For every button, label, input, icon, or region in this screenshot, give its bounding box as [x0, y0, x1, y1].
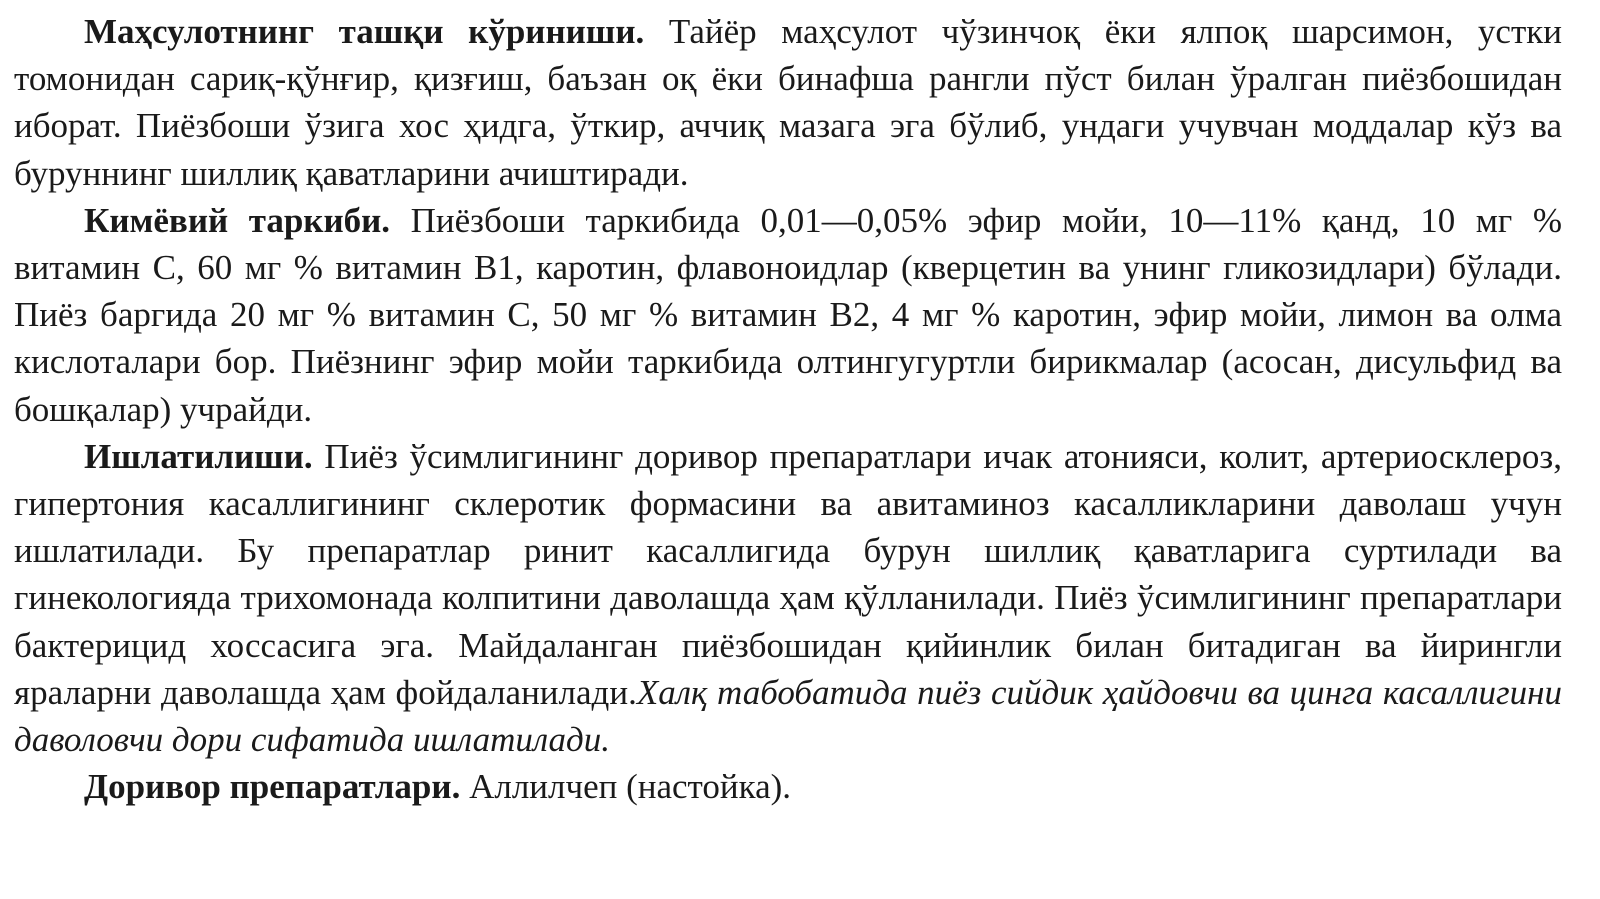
- paragraph-appearance: [14, 8, 1562, 197]
- text-preparations: Аллилчеп (настойка).: [460, 767, 792, 807]
- heading-composition: Кимёвий таркиби.: [84, 200, 391, 240]
- paragraph-usage: [14, 433, 1562, 763]
- paragraph-preparations: [14, 763, 1562, 810]
- paragraph-composition: [14, 197, 1562, 433]
- heading-appearance: Маҳсулотнинг ташқи кўриниши.: [84, 12, 645, 51]
- heading-usage: Ишлатилиши.: [84, 436, 313, 476]
- text-usage: Пиёз ўсимлигининг доривор препаратлари ичак атонияси, колит, артериосклероз, гипертония касаллигининг склеротик формасини ва авитаминоз касалликларини даволаш учун ишлатилади. Бу препаратлар ринит касаллигида бурун шиллиқ қаватларига суртилади ва гинекологияда трихомонада колпитини даволашда ҳам қўлланилади. Пиёз ўсимлигининг препаратлари бактерицид хоссасига эга. Майдаланган пиёзбошидан қийинлик билан битадиган ва йирингли яраларни даволашда ҳам фойдаланилади.: [14, 436, 1562, 712]
- italic-text-usage: Халқ табобатида пиёз сийдик ҳайдовчи ва цинга касаллигини даволовчи дори сифатида ишлатилади.: [14, 672, 1562, 760]
- text-composition: Пиёзбоши таркибида 0,01—0,05% эфир мойи, 10—11% қанд, 10 мг % витамин С, 60 мг % витамин В1, каротин, флавоноидлар (кверцетин ва унинг гликозидлари) бўлади. Пиёз баргида 20 мг % витамин С, 50 мг % витамин В2, 4 мг % каротин, эфир мойи, лимон ва олма кислоталари бор. Пиёзнинг эфир мойи таркибида олтингугуртли бирикмалар (асосан, дисульфид ва бошқалар) учрайди.: [14, 200, 1562, 429]
- heading-preparations: Доривор препаратлари.: [84, 767, 461, 807]
- text-appearance: Тайёр маҳсулот чўзинчоқ ёки ялпоқ шарсимон, устки томонидан сариқ-қўнғир, қизғиш, баъзан оқ ёки бинафша рангли пўст билан ўралган пиёзбошидан иборат. Пиёзбоши ўзига хос ҳидга, ўткир, аччиқ мазага эга бўлиб, ундаги учувчан моддалар кўз ва буруннинг шиллиқ қаватларини ачиштиради.: [14, 12, 1562, 193]
